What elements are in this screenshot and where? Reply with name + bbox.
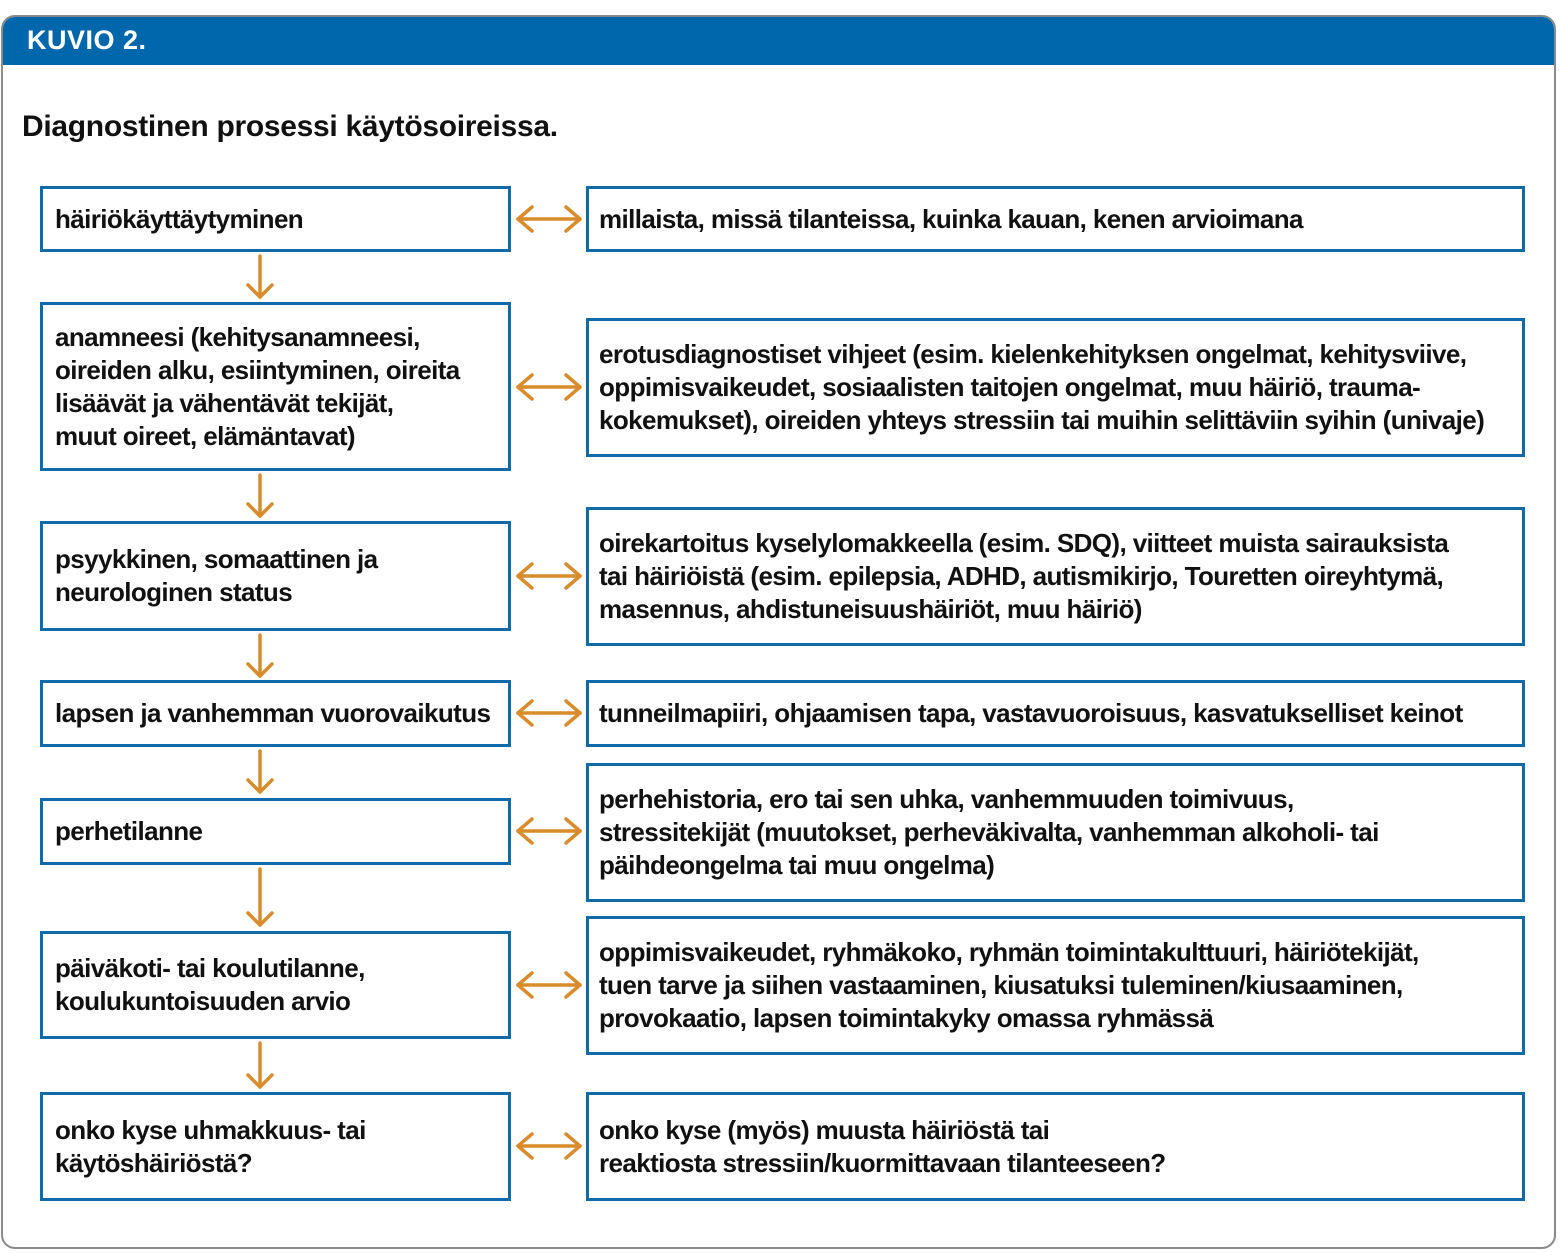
step-box-family: perhetilanne [40,798,511,865]
double-arrow-icon [512,698,586,728]
double-arrow-icon [512,204,586,234]
down-arrow-icon [245,747,275,797]
detail-box-daycare-school: oppimisvaikeudet, ryhmäkoko, ryhmän toimintakulttuuri, häiriötekijät, tuen tarve ja siihen vastaaminen, kiusatuksi tuleminen/kiusaaminen, provokaatio, lapsen toimintakyky omassa ryhmässä [586,916,1525,1055]
double-arrow-icon [512,970,586,1000]
step-box-disruptive-behavior: häiriökäyttäytyminen [40,186,511,252]
figure-title: Diagnostinen prosessi käytösoireissa. [22,110,558,143]
double-arrow-icon [512,561,586,591]
down-arrow-icon [245,865,275,931]
down-arrow-icon [245,1039,275,1092]
double-arrow-icon [512,816,586,846]
down-arrow-icon [245,471,275,521]
double-arrow-icon [512,1131,586,1161]
step-box-interaction: lapsen ja vanhemman vuorovaikutus [40,680,511,747]
down-arrow-icon [245,252,275,302]
double-arrow-icon [512,372,586,402]
down-arrow-icon [245,631,275,681]
detail-box-interaction: tunneilmapiiri, ohjaamisen tapa, vastavuoroisuus, kasvatukselliset keinot [586,680,1525,747]
step-box-anamnesis: anamneesi (kehitysanamneesi, oireiden alku, esiintyminen, oireita lisäävät ja vähentävät tekijät, muut oireet, elämäntavat) [40,302,511,471]
detail-box-diagnosis-question: onko kyse (myös) muusta häiriöstä tai reaktiosta stressiin/kuormittavaan tilanteeseen? [586,1092,1525,1201]
step-box-daycare-school: päiväkoti- tai koulutilanne, koulukuntoisuuden arvio [40,931,511,1039]
figure-label: KUVIO 2. [27,25,147,55]
detail-box-anamnesis: erotusdiagnostiset vihjeet (esim. kielenkehityksen ongelmat, kehitysviive, oppimisvaikeudet, sosiaalisten taitojen ongelmat, muu häiriö, trauma- kokemukset), oireiden yhteys stressiin tai muihin selittäviin syihin (univaje) [586,318,1525,457]
step-box-status: psyykkinen, somaattinen ja neurologinen status [40,521,511,631]
detail-box-status: oirekartoitus kyselylomakkeella (esim. SDQ), viitteet muista sairauksista tai häiriöistä (esim. epilepsia, ADHD, autismikirjo, Touretten oireyhtymä, masennus, ahdistuneisuushäiriöt, muu häiriö) [586,507,1525,646]
detail-box-family: perhehistoria, ero tai sen uhka, vanhemmuuden toimivuus, stressitekijät (muutokset, perheväkivalta, vanhemman alkoholi- tai päihdeongelma tai muu ongelma) [586,763,1525,902]
figure-header-bar [3,17,1554,65]
step-box-diagnosis-question: onko kyse uhmakkuus- tai käytöshäiriöstä? [40,1092,511,1201]
detail-box-disruptive-behavior: millaista, missä tilanteissa, kuinka kauan, kenen arvioimana [586,186,1525,252]
